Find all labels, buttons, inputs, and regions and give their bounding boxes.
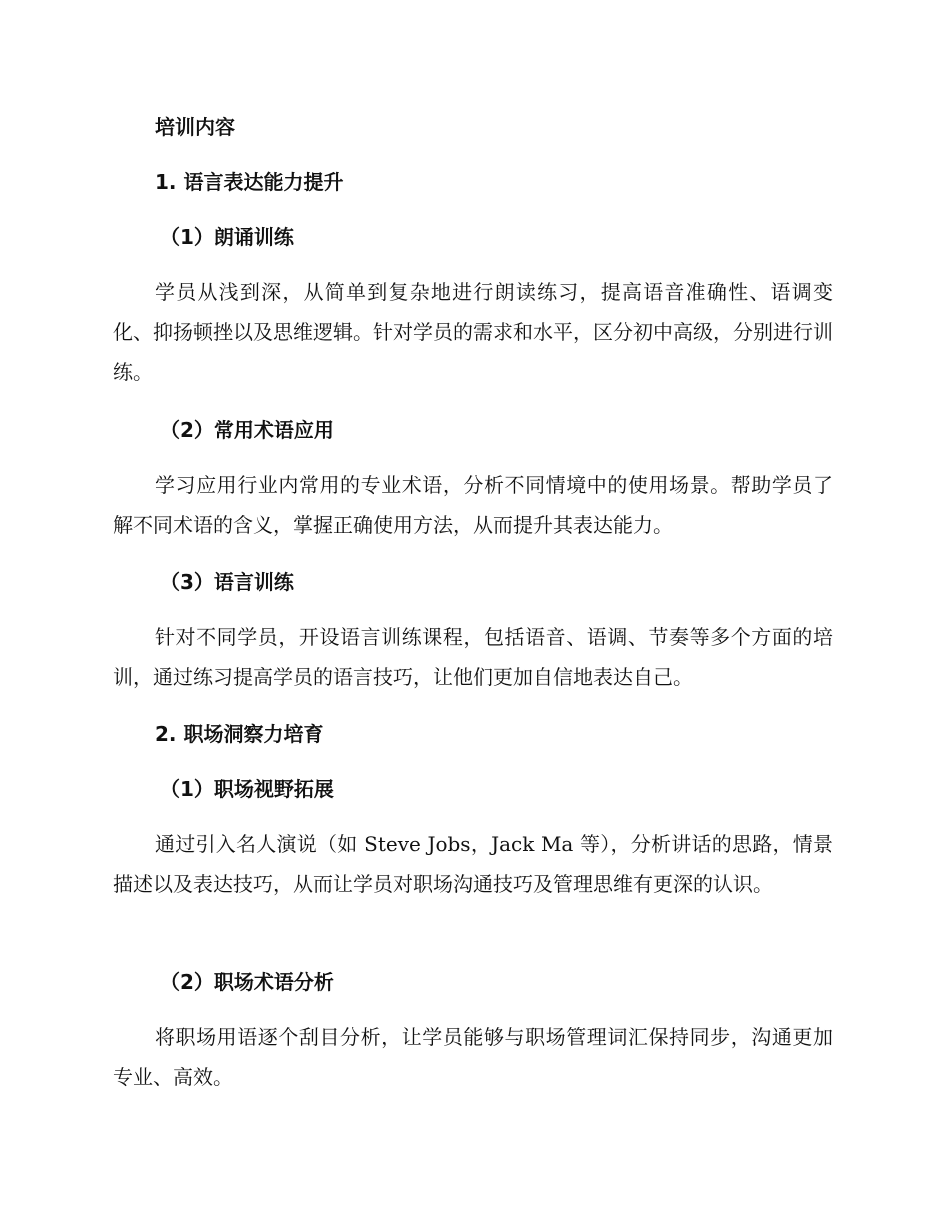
subsection-heading-2-2: （2）职场术语分析 <box>160 970 334 994</box>
paragraph-1-1: 学员从浅到深，从简单到复杂地进行朗读练习，提高语音准确性、语调变化、抑扬顿挫以及思维逻辑。针对学员的需求和水平，区分初中高级，分别进行训练。 <box>113 280 833 384</box>
paragraph-1-3: 针对不同学员，开设语言训练课程，包括语音、语调、节奏等多个方面的培训，通过练习提高学员的语言技巧，让他们更加自信地表达自己。 <box>113 625 833 689</box>
paragraph-1-2: 学习应用行业内常用的专业术语，分析不同情境中的使用场景。帮助学员了解不同术语的含义，掌握正确使用方法，从而提升其表达能力。 <box>113 473 833 537</box>
section-heading-2: 2. 职场洞察力培育 <box>155 722 324 746</box>
subsection-heading-1-1: （1）朗诵训练 <box>160 225 294 249</box>
paragraph-2-1: 通过引入名人演说（如 Steve Jobs，Jack Ma 等），分析讲话的思路，情景描述以及表达技巧，从而让学员对职场沟通技巧及管理思维有更深的认识。 <box>113 832 833 896</box>
subsection-heading-1-3: （3）语言训练 <box>160 570 294 594</box>
document-title: 培训内容 <box>155 115 235 139</box>
subsection-heading-2-1: （1）职场视野拓展 <box>160 777 334 801</box>
section-heading-1: 1. 语言表达能力提升 <box>155 170 344 194</box>
paragraph-2-2: 将职场用语逐个刮目分析，让学员能够与职场管理词汇保持同步，沟通更加专业、高效。 <box>113 1025 833 1089</box>
subsection-heading-1-2: （2）常用术语应用 <box>160 418 334 442</box>
